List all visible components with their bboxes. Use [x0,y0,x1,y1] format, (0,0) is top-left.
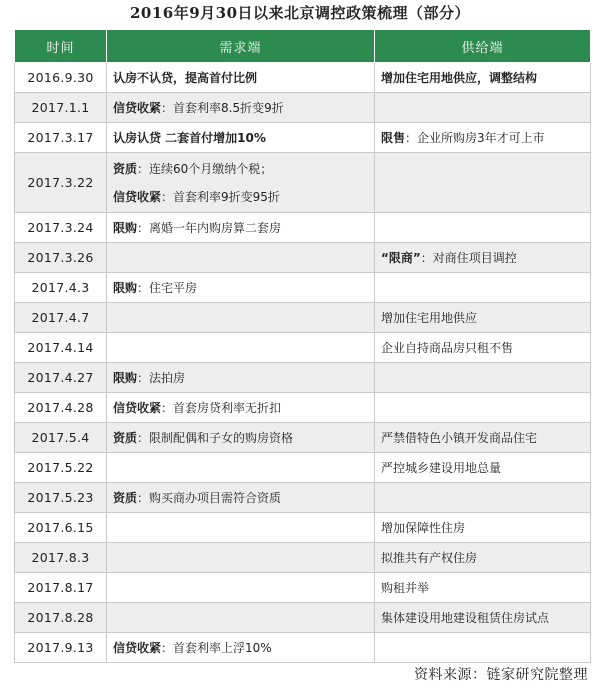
table-body [15,63,591,663]
demand-cell [107,153,375,213]
supply-cell [375,633,591,663]
table-row [15,363,591,393]
policy-keyword: “限商” [381,251,421,265]
supply-cell [375,63,591,93]
date-cell: 2017.5.22 [15,453,107,483]
policy-detail: ：限制配偶和子女的购房资格 [137,430,294,445]
date-cell: 2017.5.4 [15,423,107,453]
demand-line [113,64,368,92]
policy-detail: 购租并举 [381,581,430,595]
date-cell: 2017.8.17 [15,573,107,603]
table-row [15,123,591,153]
policy-detail: ：首套利率8.5折变9折 [161,100,284,115]
table-row [15,573,591,603]
policy-keyword: 限购 [113,370,138,385]
header-row [15,30,591,63]
demand-line [113,634,368,662]
supply-cell [375,483,591,513]
policy-detail: ：购买商办项目需符合资质 [137,490,282,505]
policy-detail: ：住宅平房 [137,280,198,295]
table-row [15,603,591,633]
table-row [15,63,591,93]
supply-cell [375,543,591,573]
policy-detail: 拟推共有产权住房 [381,551,478,565]
supply-cell [375,213,591,243]
policy-detail: ：对商住项目调控 [420,251,517,265]
demand-cell [107,243,375,273]
date-cell: 2017.4.28 [15,393,107,423]
demand-cell [107,513,375,543]
demand-line [113,124,368,152]
date-cell: 2017.5.23 [15,483,107,513]
policy-detail: 增加保障性住房 [381,521,466,535]
table-row [15,483,591,513]
policy-detail: ：法拍房 [137,370,186,385]
date-cell: 2017.4.7 [15,303,107,333]
policy-keyword: 信贷收紧 [113,400,162,415]
demand-cell [107,603,375,633]
policy-detail: 增加住宅用地供应 [381,311,478,325]
policy-keyword: 认房不认贷，提高首付比例 [113,70,258,85]
policy-detail: 严禁借特色小镇开发商品住宅 [381,431,538,445]
date-cell: 2017.6.15 [15,513,107,543]
date-cell: 2016.9.30 [15,63,107,93]
demand-cell [107,573,375,603]
demand-cell [107,213,375,243]
table-row [15,513,591,543]
supply-cell [375,603,591,633]
policy-detail: ：连续60个月缴纳个税； [137,161,273,176]
demand-cell [107,453,375,483]
demand-cell [107,543,375,573]
policy-detail: ：首套利率9折变95折 [161,189,280,204]
demand-cell [107,483,375,513]
date-cell: 2017.4.3 [15,273,107,303]
table-row [15,303,591,333]
policy-detail: 严控城乡建设用地总量 [381,461,502,475]
table-row [15,243,591,273]
header-demand: 需求端 [107,30,375,63]
date-cell: 2017.3.22 [15,153,107,213]
source-note: 资料来源：链家研究院整理 [414,667,588,683]
policy-keyword: 限购 [113,220,138,235]
demand-cell [107,273,375,303]
table-row [15,633,591,663]
date-cell: 2017.8.28 [15,603,107,633]
demand-cell [107,123,375,153]
header-supply: 供给端 [375,30,591,63]
policy-keyword: 信贷收紧 [113,100,162,115]
supply-cell [375,303,591,333]
policy-keyword: 增加住宅用地供应，调整结构 [381,71,538,85]
supply-cell [375,333,591,363]
demand-line [113,274,368,302]
demand-cell [107,633,375,663]
table-row [15,273,591,303]
demand-cell [107,363,375,393]
demand-line [113,484,368,512]
supply-cell [375,273,591,303]
supply-cell [375,573,591,603]
supply-cell [375,93,591,123]
policy-keyword: 限售 [381,131,406,145]
table-title: 2016年9月30日以来北京调控政策梳理（部分） [129,4,471,22]
header-time: 时间 [15,30,107,63]
demand-line [113,94,368,122]
supply-cell [375,423,591,453]
demand-cell [107,303,375,333]
policy-keyword: 资质 [113,490,138,505]
policy-keyword: 限购 [113,280,138,295]
date-cell: 2017.9.13 [15,633,107,663]
table-row [15,93,591,123]
demand-cell [107,93,375,123]
supply-cell [375,123,591,153]
supply-cell [375,513,591,543]
table-row [15,153,591,213]
date-cell: 2017.1.1 [15,93,107,123]
table-row [15,423,591,453]
policy-table [14,29,591,663]
demand-cell [107,333,375,363]
table-row [15,333,591,363]
supply-cell [375,453,591,483]
table-row [15,453,591,483]
table-row [15,213,591,243]
policy-detail: 企业自持商品房只租不售 [381,341,514,355]
supply-cell [375,393,591,423]
policy-keyword: 资质 [113,430,138,445]
demand-line [113,183,368,211]
policy-detail: ：企业所购房3年才可上市 [405,131,545,145]
policy-keyword: 信贷收紧 [113,640,162,655]
demand-line [113,424,368,452]
policy-detail: ：首套利率上浮10% [161,640,272,655]
demand-line [113,155,368,183]
date-cell: 2017.4.27 [15,363,107,393]
date-cell: 2017.3.26 [15,243,107,273]
supply-cell [375,363,591,393]
policy-detail: ：首套房贷利率无折扣 [161,400,282,415]
date-cell: 2017.3.24 [15,213,107,243]
supply-cell [375,243,591,273]
supply-cell [375,153,591,213]
date-cell: 2017.3.17 [15,123,107,153]
demand-line [113,214,368,242]
demand-cell [107,63,375,93]
policy-keyword: 信贷收紧 [113,189,162,204]
date-cell: 2017.4.14 [15,333,107,363]
demand-cell [107,423,375,453]
date-cell: 2017.8.3 [15,543,107,573]
demand-cell [107,393,375,423]
policy-keyword: 认房认贷 二套首付增加10% [113,130,266,145]
table-row [15,393,591,423]
demand-line [113,364,368,392]
demand-line [113,394,368,422]
policy-detail: 集体建设用地建设租赁住房试点 [381,611,550,625]
table-row [15,543,591,573]
policy-detail: ：离婚一年内购房算二套房 [137,220,282,235]
policy-keyword: 资质 [113,161,138,176]
